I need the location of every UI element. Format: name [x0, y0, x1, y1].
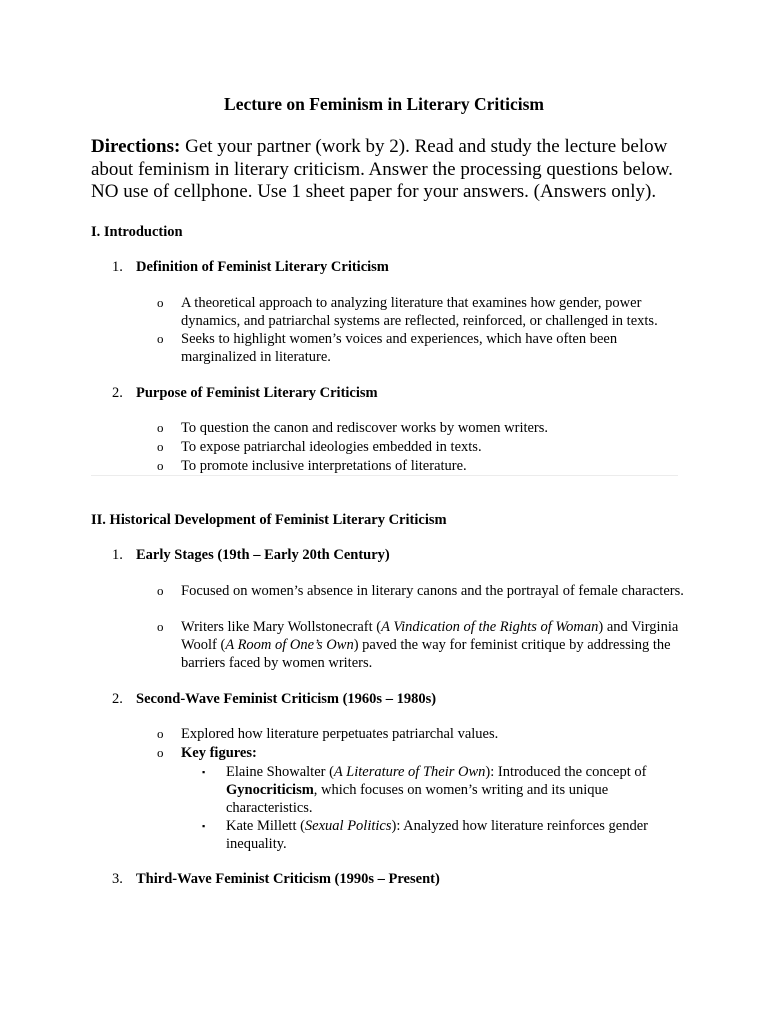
section-heading-introduction: I. Introduction [91, 224, 183, 240]
directions-text: Get your partner (work by 2). Read and study the lecture below about feminism in literary criticism. Answer the processing questions below. NO use of cellphone. Use 1 sheet paper for your answers. (Answers only). [91, 136, 673, 202]
sub-list-item [202, 763, 682, 817]
list-item [157, 419, 687, 437]
list-item [157, 725, 687, 743]
key-term: Gynocriticism [226, 782, 314, 798]
item-number: 3. [112, 871, 123, 887]
item-number: 2. [112, 691, 123, 707]
page-title: Lecture on Feminism in Literary Criticism [224, 94, 544, 114]
list-item-text: A theoretical approach to analyzing literature that examines how gender, power dynamics, and patriarchal systems are reflected, reinforced, or challenged in texts. [181, 295, 658, 329]
numbered-heading [112, 258, 389, 276]
sub-list-item [202, 817, 682, 853]
list-item-text: To expose patriarchal ideologies embedded in texts. [181, 439, 482, 455]
bullet-marker: o [157, 458, 164, 473]
list-item-text: Explored how literature perpetuates patriarchal values. [181, 726, 499, 742]
bullet-marker: o [157, 439, 164, 454]
square-bullet-marker: ▪ [202, 821, 206, 831]
list-item-text: To question the canon and rediscover works by women writers. [181, 420, 549, 436]
list-item [157, 457, 687, 475]
item-heading: Purpose of Feminist Literary Criticism [136, 385, 378, 401]
sub-list-item-text: Elaine Showalter (A Literature of Their Own): Introduced the concept of Gynocriticism, which focuses on women’s writing and its unique characteristics. [226, 764, 647, 816]
list-item-text: To promote inclusive interpretations of literature. [181, 458, 467, 474]
item-number: 1. [112, 547, 123, 563]
page-break-divider [91, 475, 678, 476]
list-item [157, 744, 687, 762]
bullet-marker: o [157, 331, 164, 346]
square-bullet-marker: ▪ [202, 767, 206, 777]
list-item [157, 330, 687, 366]
list-item-text: Key figures: [181, 745, 257, 761]
numbered-heading [112, 690, 436, 708]
bullet-marker: o [157, 295, 164, 310]
numbered-heading [112, 870, 440, 888]
list-item-text: Focused on women’s absence in literary canons and the portrayal of female characters. [181, 583, 684, 599]
list-item-text: Seeks to highlight women’s voices and experiences, which have often been marginalized in literature. [181, 331, 618, 365]
bullet-marker: o [157, 420, 164, 435]
section-heading-historical-development: II. Historical Development of Feminist Literary Criticism [91, 512, 447, 528]
directions-paragraph [91, 136, 691, 204]
book-title: A Vindication of the Rights of Woman [381, 619, 599, 635]
item-heading: Second-Wave Feminist Criticism (1960s – 1980s) [136, 691, 437, 707]
item-heading: Definition of Feminist Literary Criticism [136, 259, 389, 275]
book-title: A Literature of Their Own [333, 764, 486, 780]
sub-list-item-text: Kate Millett (Sexual Politics): Analyzed how literature reinforces gender inequality. [226, 818, 648, 852]
bullet-marker: o [157, 726, 164, 741]
bullet-marker: o [157, 745, 164, 760]
bullet-marker: o [157, 583, 164, 598]
directions-label: Directions: [91, 136, 181, 157]
list-item [157, 294, 687, 330]
item-number: 1. [112, 259, 123, 275]
item-number: 2. [112, 385, 123, 401]
numbered-heading [112, 384, 378, 402]
list-item [157, 438, 687, 456]
list-item [157, 582, 687, 600]
item-heading: Early Stages (19th – Early 20th Century) [136, 547, 390, 563]
numbered-heading [112, 546, 390, 564]
item-heading: Third-Wave Feminist Criticism (1990s – Present) [136, 871, 440, 887]
book-title: Sexual Politics [304, 818, 392, 834]
list-item-text: Writers like Mary Wollstonecraft (A Vindication of the Rights of Woman) and Virginia Woolf (A Room of One’s Own) paved the way for feminist critique by addressing the barriers faced by women writers. [181, 619, 679, 671]
list-item [157, 618, 687, 672]
book-title: A Room of One’s Own [225, 637, 354, 653]
bullet-marker: o [157, 619, 164, 634]
